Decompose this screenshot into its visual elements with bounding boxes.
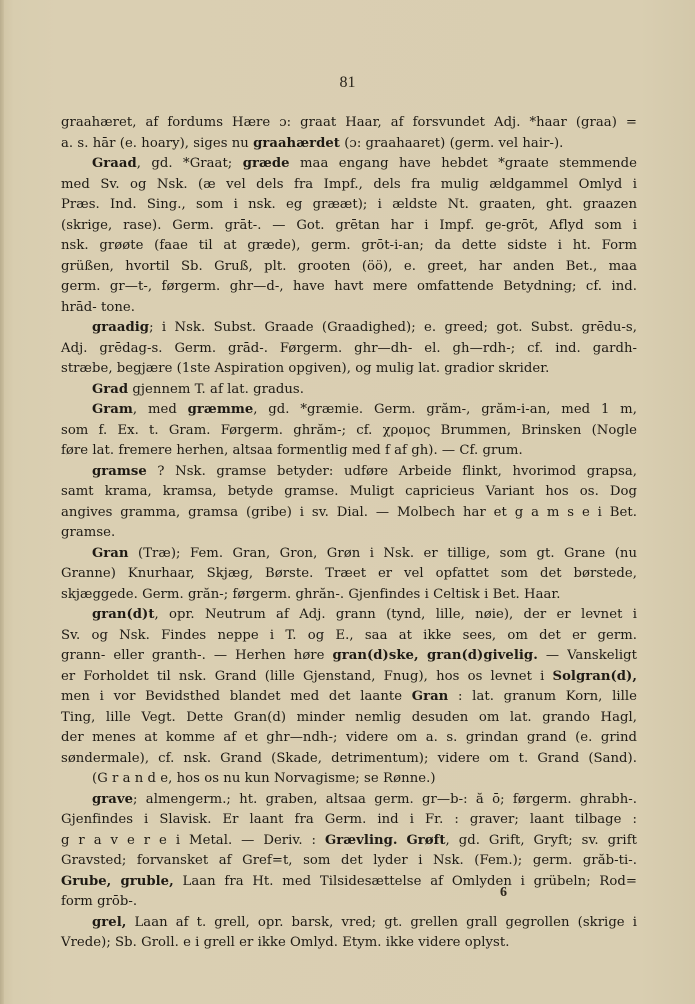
body-text: germ. gr—t-, førgerm. ghr—d-, have havt mere omfattende Betydning; cf. ind. [61,279,637,294]
text-line [61,728,637,749]
text-line [61,298,637,319]
signature-mark: 6 [500,885,507,900]
dictionary-entry [61,913,637,954]
text-line [61,154,637,175]
body-text: — Vanskeligt [537,648,637,663]
text-line [61,134,637,155]
dictionary-entry [61,790,637,913]
text-line [61,216,637,237]
body-text: : lat. granum Korn, lille [448,689,637,704]
dictionary-entry [61,544,637,606]
body-text: Gjenfindes i Slavisk. Er laant fra Germ. ind i Fr. : graver; laant tilbage : [61,812,637,827]
headword: græde [242,156,290,171]
body-text: som f. Ex. t. Gram. Førgerm. ghrăm-; cf. χρομος Brummen, Brinsken (Nogle [61,422,637,438]
headword: Gran [92,545,129,561]
body-text: skjæggede. Germ. grăn-; førgerm. ghrăn-. Gjenfindes i Celtisk i Bet. Haar. [61,586,561,602]
text-line [61,605,637,626]
text-line [61,585,637,606]
body-text: gjennem T. af lat. gradus. [128,381,304,397]
body-text: (Træ); Fem. Gran, Gron, Grøn i Nsk. er tillige, som gt. Grane (nu [128,545,637,561]
dictionary-entry [61,400,637,462]
body-text: Adj. grēdag-s. Germ. grād-. Førgerm. ghr—dh- el. gh—rdh-; cf. ind. gardh- [61,340,637,356]
headword: gran(d)ske, gran(d)givelig. [332,648,538,663]
text-line [61,462,637,483]
text-line [61,318,637,339]
headword: Solgran(d), [552,668,637,684]
text-line [61,564,637,585]
text-line [61,359,637,380]
body-text: grann- eller granth-. — Herhen høre [61,648,333,663]
dictionary-entry [61,605,637,790]
headword: graadig [92,320,150,335]
text-line [61,810,637,831]
text-line [61,236,637,257]
body-text [398,833,407,848]
text-line [61,749,637,770]
headword: Grad [92,381,129,397]
headword: Grube, gruble, [61,873,174,889]
body-text: ; i Nsk. Subst. Graade (Graadighed); e. greed; got. Subst. grēdu-s, [149,320,637,335]
headword: graahærdet [253,135,340,151]
body-text: Præs. Ind. Sing., som i nsk. eg grææt); i ældste Nt. graaten, ght. graazen [61,197,637,212]
dictionary-text-block [61,113,637,954]
text-line [61,482,637,503]
body-text: (ɔ: graahaaret) (germ. vel hair-). [339,135,564,151]
text-line [61,769,637,790]
text-line [61,523,637,544]
text-line [61,441,637,462]
headword: Gram [92,402,133,417]
text-line [61,892,637,913]
body-text: maa engang have hebdet *graate stemmende [289,156,637,171]
body-text: med Sv. og Nsk. (æ vel dels fra Impf., dels fra mulig ældgammel Omlyd i [61,176,637,192]
text-line [61,667,637,688]
body-text: nsk. grøøte (faae til at græde), germ. grōt-i-an; da dette sidste i ht. Form [61,238,637,253]
dictionary-entry [61,380,637,401]
headword: grel, [92,914,127,930]
body-text: form grōb-. [61,894,138,909]
text-line [61,687,637,708]
text-line [61,646,637,667]
body-text: ? Nsk. gramse betyder: udføre Arbeide flinkt, hvorimod grapsa, [146,463,637,479]
text-line [61,339,637,360]
body-text: , gd. Grift, Gryft; sv. grift [445,832,637,848]
headword: Grævling. [324,832,398,848]
dictionary-entry [61,318,637,380]
text-line [61,421,637,442]
body-text: , gd. *græmie. Germ. grăm-, grăm-i-an, med 1 m, [253,402,637,417]
text-line [61,257,637,278]
text-line [61,544,637,565]
body-text: ; almengerm.; ht. graben, altsaa germ. gr—b-: ă ō; førgerm. ghrabh-. [133,791,637,807]
body-text: , gd. *Graat; [136,156,243,171]
text-line [61,872,637,893]
text-line [61,831,637,852]
body-text: samt krama, kramsa, betyde gramse. Muligt capricieus Variant hos os. Dog [61,484,637,499]
body-text: hrād- tone. [61,299,136,315]
headword: Graad [92,156,137,171]
body-text: stræbe, begjære (1ste Aspiration opgiven), og mulig lat. gradior skrider. [61,361,550,376]
body-text: (skrige, rase). Germ. grāt-. — Got. grētan har i Impf. ge-grōt, Aflyd som i [61,217,637,233]
dictionary-entry [61,462,637,544]
dictionary-entry [61,154,637,318]
body-text: Laan fra Ht. med Tilsidesættelse af Omlyden i grübeln; Rod= [173,873,637,889]
body-text: (G r a n d e, hos os nu kun Norvagisme; se Rønne.) [92,771,436,786]
body-text: der menes at komme af et ghr—ndh-; videre om a. s. grindan grand (e. grind [61,730,637,745]
text-line [61,933,637,954]
text-line [61,113,637,134]
body-text: g r a v e r e i Metal. — Deriv. : [61,832,325,848]
body-text: grüßen, hvortil Sb. Gruß, plt. grooten (öö), e. greet, har anden Bet., maa [61,258,637,274]
text-line [61,626,637,647]
text-line [61,851,637,872]
text-line [61,503,637,524]
body-text: , opr. Neutrum af Adj. grann (tynd, lille, nøie), der er levnet i [154,607,637,622]
body-text: Ting, lille Vegt. Dette Gran(d) minder nemlig desuden om lat. grando Hagl, [61,709,637,725]
body-text: Sv. og Nsk. Findes neppe i T. og E., saa at ikke sees, om det er germ. [61,627,637,643]
body-text: Granne) Knurhaar, Skjæg, Børste. Træet er vel opfattet som det børstede, [61,566,637,581]
text-line [61,380,637,401]
body-text: a. s. hār (e. hoary), siges nu [61,135,254,151]
text-line [61,195,637,216]
text-line [61,708,637,729]
body-text: Laan af t. grell, opr. barsk, vred; gt. grellen grall gegrollen (skrige i [126,914,637,930]
text-line [61,175,637,196]
body-text: gramse. [61,525,116,540]
text-line [61,913,637,934]
body-text: angives gramma, gramsa (gribe) i sv. Dial. — Molbech har et g a m s e i Bet. [61,504,637,520]
headword: grave [92,791,134,807]
headword: græmme [187,402,254,417]
body-text: men i vor Bevidsthed blandet med det laante [61,689,412,704]
body-text: Gravsted; forvansket af Gref=t, som det lyder i Nsk. (Fem.); germ. grăb-ti-. [61,853,637,868]
dictionary-entry [61,113,637,154]
body-text: søndermale), cf. nsk. Grand (Skade, detrimentum); videre om t. Grand (Sand). [61,750,637,766]
body-text: føre lat. fremere herhen, altsaa formentlig med f af gh). — Cf. grum. [61,443,523,458]
page-number: 81 [339,74,356,91]
text-line [61,790,637,811]
headword: gran(d)t [92,607,155,622]
text-line [61,400,637,421]
body-text: Vrede); Sb. Groll. e i grell er ikke Omlyd. Etym. ikke videre oplyst. [61,935,510,950]
headword: Gran [411,689,449,704]
text-line [61,277,637,298]
body-text: er Forholdet til nsk. Grand (lille Gjenstand, Fnug), hos os levnet i [61,668,553,684]
headword: Grøft [406,832,446,848]
body-text: , med [132,402,188,417]
headword: gramse [92,463,147,479]
body-text: graahæret, af fordums Hære ɔ: graat Haar, af forsvundet Adj. *haar (graa) = [61,115,637,130]
binding-edge [0,0,4,1004]
